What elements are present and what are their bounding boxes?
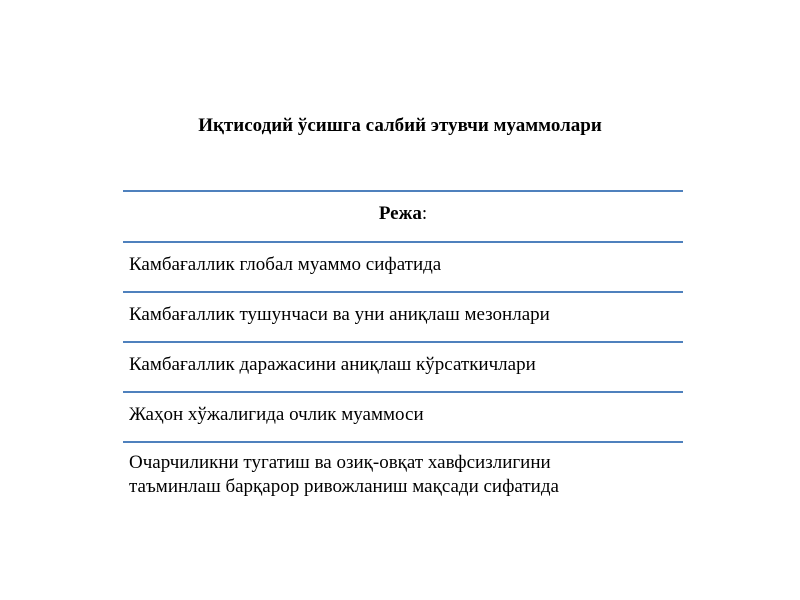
plan-item-text-line1: Очарчиликни тугатиш ва озиқ-овқат хавфсизлигини: [129, 452, 551, 473]
plan-item-row: [123, 293, 683, 343]
plan-item-text: Камбағаллик тушунчаси ва уни аниқлаш мезонлари: [129, 304, 550, 325]
plan-header-row: [123, 192, 683, 243]
plan-item-row-last: [123, 443, 683, 499]
plan-item-text: Жаҳон хўжалигида очлик муаммоси: [129, 404, 424, 425]
document-title: Иқтисодий ўсишга салбий этувчи муаммолари: [198, 115, 602, 136]
plan-item-row: [123, 243, 683, 293]
plan-item-text: Камбағаллик даражасини аниқлаш кўрсаткичлари: [129, 354, 536, 375]
plan-table: [123, 190, 683, 499]
plan-header-colon: :: [421, 203, 428, 224]
plan-item-text-line2: таъминлаш барқарор ривожланиш мақсади сифатида: [129, 476, 559, 497]
plan-header-label: Режа: [378, 203, 422, 224]
plan-item-row: [123, 343, 683, 393]
plan-item-text: Камбағаллик глобал муаммо сифатида: [129, 254, 442, 275]
plan-item-row: [123, 393, 683, 443]
